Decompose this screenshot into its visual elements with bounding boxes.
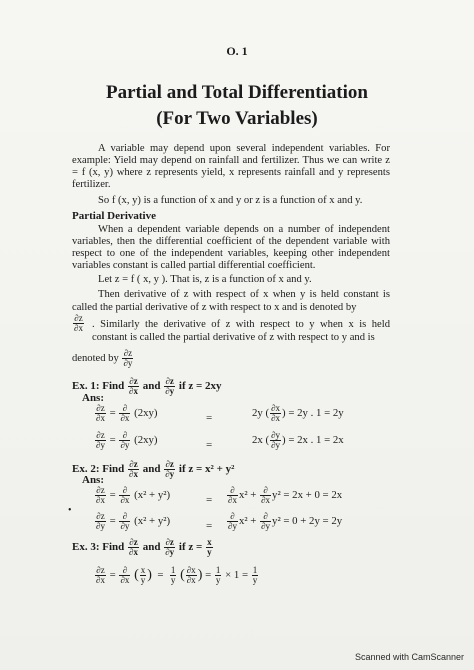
bullet-mark: • bbox=[68, 505, 72, 516]
example-2-heading: Ex. 2: Find $\frac{\partial z}{\partial x}$ and $\frac{\partial z}{\partial y}$ if z = x² + y² bbox=[72, 459, 235, 479]
example-2-ans-label: Ans: bbox=[82, 474, 105, 486]
derivative-text-1: Then derivative of z with respect of x when y is held constant is called the partial derivative of z with respect to x and is denoted by bbox=[72, 289, 390, 313]
example-1-ans-label: Ans: bbox=[82, 392, 105, 404]
example-1-row-1-rhs: 2y ( $\frac{\partial x}{\partial x}$ ) = 2y . 1 = 2y bbox=[252, 403, 344, 423]
example-2-row-1-rhs: $\frac{\partial}{\partial x}$ x² + $\frac{\partial}{\partial x}$ y² = 2x + 0 = 2x bbox=[228, 485, 343, 505]
example-1-heading: Ex. 1: Find $\frac{\partial z}{\partial x}$ and $\frac{\partial z}{\partial y}$ if z = 2xy bbox=[72, 376, 222, 396]
example-1-row-2-equals: = bbox=[206, 439, 213, 451]
example-1-row-1-equals: = bbox=[206, 412, 213, 424]
page-title-line-2: (For Two Variables) bbox=[156, 108, 318, 129]
denoted-by-line: denoted by $\frac{\partial z}{\partial y}$ bbox=[72, 348, 133, 368]
intro-paragraph: A variable may depend upon several independent variables. For example: Yield may depend on rainfall and fertilizer. Thus we can write z = f (x, y) where z represents yield, x represents rainfall and y represents fertilizer. bbox=[72, 143, 390, 190]
dzdx-fraction: $\frac{\partial z}{\partial x}$ bbox=[74, 313, 83, 333]
definition-paragraph: When a dependent variable depends on a number of independent variables, then the differential coefficient of the dependent variable with respect to one of the independent variables, keeping other independent variables constant is called partial differential coefficient. bbox=[72, 224, 390, 271]
camscanner-watermark: Scanned with CamScanner bbox=[354, 652, 464, 662]
page-number: O. 1 bbox=[226, 44, 248, 58]
example-2-row-2-rhs: $\frac{\partial}{\partial y}$ x² + $\frac{\partial}{\partial y}$ y² = 0 + 2y = 2y bbox=[228, 511, 343, 531]
example-1-row-1-lhs: $\frac{\partial z}{\partial x}$ = $\frac{\partial}{\partial x}$ (2xy) bbox=[96, 403, 158, 423]
example-1-row-2-lhs: $\frac{\partial z}{\partial y}$ = $\frac{\partial}{\partial y}$ (2xy) bbox=[96, 430, 158, 450]
example-2-row-1-equals: = bbox=[206, 494, 213, 506]
example-2-row-1-lhs: $\frac{\partial z}{\partial x}$ = $\frac{\partial}{\partial x}$ (x² + y²) bbox=[96, 485, 171, 505]
example-3-solution-row: $\frac{\partial z}{\partial x}$ = $\frac{\partial}{\partial x}$ ( $\frac{x}{y}$ ) = $\frac{1}{y}$ ( $\frac{\partial x}{\partial x}$ ) = $\frac{1}{y}$ × 1 = $\frac{1}{y}$ bbox=[96, 565, 258, 585]
example-3-heading: Ex. 3: Find $\frac{\partial z}{\partial x}$ and $\frac{\partial z}{\partial y}$ if z = $\frac{x}{y}$ bbox=[72, 537, 212, 557]
function-sentence: So f (x, y) is a function of x and y or z is a function of x and y. bbox=[98, 195, 363, 206]
example-2-row-2-equals: = bbox=[206, 520, 213, 532]
derivative-text-2: . Similarly the derivative of z with respect to y when x is held constant is called the partial derivative of z with respect to y and is bbox=[92, 319, 390, 343]
example-1-row-2-rhs: 2x ( $\frac{\partial y}{\partial y}$ ) = 2x . 1 = 2x bbox=[252, 430, 344, 450]
page-title-line-1: Partial and Total Differentiation bbox=[106, 82, 368, 103]
example-2-row-2-lhs: $\frac{\partial z}{\partial y}$ = $\frac{\partial}{\partial y}$ (x² + y²) bbox=[96, 511, 171, 531]
let-line: Let z = f ( x, y ). That is, z is a function of x and y. bbox=[98, 274, 312, 285]
section-heading: Partial Derivative bbox=[72, 210, 156, 222]
